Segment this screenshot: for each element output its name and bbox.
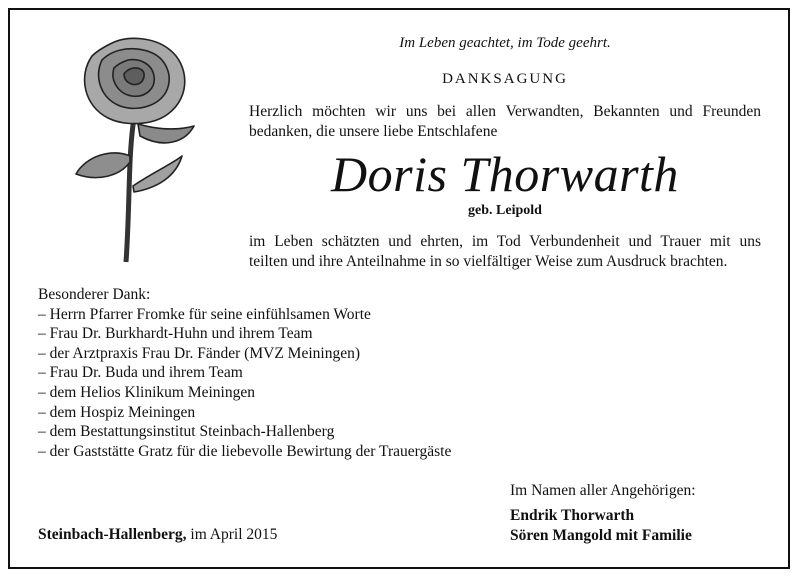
signature-name: Sören Mangold mit Familie [510, 527, 692, 544]
body-line: teilten und ihre Anteilnahme in so vielfältiger Weise zum Ausdruck brachten. [249, 253, 728, 270]
list-item: – der Gaststätte Gratz für die liebevolle Bewirtung der Trauergäste [38, 442, 452, 460]
list-item: – Herrn Pfarrer Fromke für seine einfühlsamen Worte [38, 305, 371, 323]
place-date [38, 526, 277, 544]
list-item: – der Arztpraxis Frau Dr. Fänder (MVZ Meiningen) [38, 344, 360, 362]
body-line: im Leben schätzten und ehrten, im Tod Verbundenheit und Trauer mit uns [249, 233, 761, 250]
rose-icon [72, 36, 222, 266]
list-item: – dem Helios Klinikum Meiningen [38, 383, 255, 401]
signature-intro: Im Namen aller Angehörigen: [510, 482, 696, 499]
motto: Im Leben geachtet, im Tode geehrt. [399, 35, 611, 51]
list-item: – dem Hospiz Meiningen [38, 403, 196, 421]
list-item: – Frau Dr. Burkhardt-Huhn und ihrem Team [38, 325, 313, 343]
intro-line: Herzlich möchten wir uns bei allen Verwandten, Bekannten und Freunden [249, 103, 761, 120]
list-item: – dem Bestattungsinstitut Steinbach-Hallenberg [38, 423, 335, 441]
maiden-name: geb. Leipold [468, 203, 542, 218]
deceased-name: Doris Thorwarth [331, 146, 679, 202]
date: im April 2015 [186, 526, 278, 543]
place: Steinbach-Hallenberg, [38, 526, 187, 543]
special-thanks-title: Besonderer Dank: [38, 286, 151, 303]
body-paragraph [249, 232, 761, 272]
list-item: – Frau Dr. Buda und ihrem Team [38, 364, 243, 382]
intro-paragraph [249, 102, 761, 142]
special-thanks [38, 285, 451, 461]
intro-line: bedanken, die unsere liebe Entschlafene [249, 123, 498, 140]
heading: DANKSAGUNG [442, 71, 568, 87]
signature-name: Endrik Thorwarth [510, 507, 635, 524]
